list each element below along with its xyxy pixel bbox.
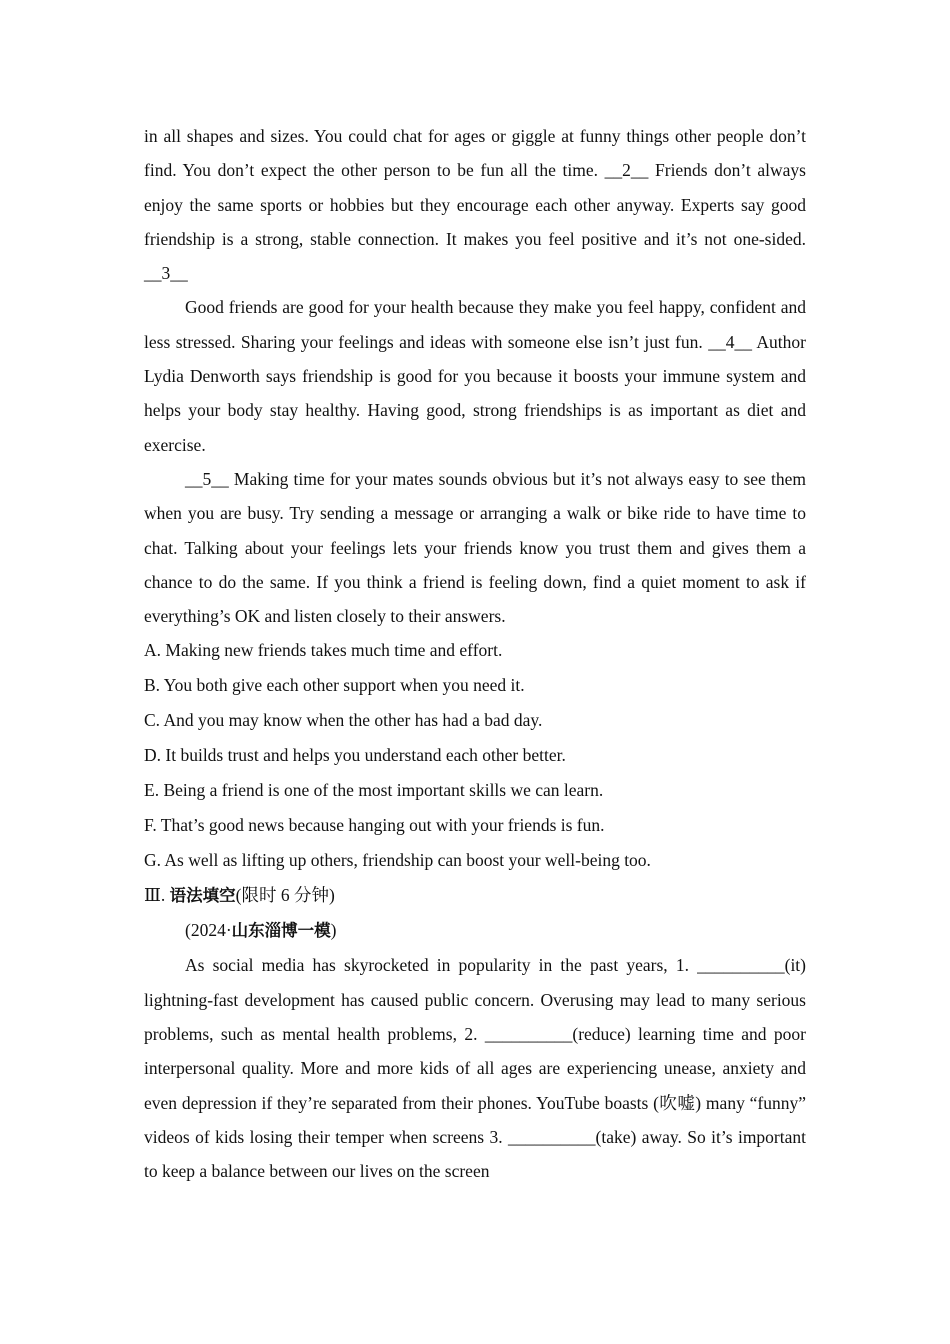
document-page [144, 119, 806, 1189]
source-name: 山东淄博一模 [231, 921, 331, 941]
reading-paragraph-3: __5__ Making time for your mates sounds obvious but it’s not always easy to see them when you are busy. Try sending a message or arranging a walk or bike ride to have time to chat. Talking about your feelings lets your friends know you trust them and gives them a chance to do the same. If you think a friend is feeling down, find a quiet moment to ask if everything’s OK and listen closely to their answers. [144, 468, 806, 627]
source-dot: · [225, 920, 232, 941]
option-f: F. That’s good news because hanging out with your friends is fun. [144, 815, 605, 836]
option-c: C. And you may know when the other has had a bad day. [144, 710, 543, 731]
section-time-limit: (限时 6 分钟) [235, 885, 335, 906]
option-g: G. As well as lifting up others, friendship can boost your well-being too. [144, 850, 651, 871]
option-e: E. Being a friend is one of the most important skills we can learn. [144, 780, 604, 801]
reading-paragraph-2: Good friends are good for your health because they make you feel happy, confident and less stressed. Sharing your feelings and ideas with someone else isn’t just fun. __4__ Author Lydia Denworth says friendship is good for you because it boosts your immune system and helps your body stay healthy. Having good, strong friendships is as important as diet and exercise. [144, 297, 806, 455]
reading-paragraph-1: in all shapes and sizes. You could chat for ages or giggle at funny things other people don’t find. You don’t expect the other person to be fun all the time. __2__ Friends don’t always enjoy the same sports or hobbies but they encourage each other anyway. Experts say good friendship is a strong, stable connection. It makes you feel positive and it’s not one-sided. __3__ [144, 126, 806, 284]
option-list [144, 633, 806, 878]
option-b: B. You both give each other support when you need it. [144, 675, 525, 696]
source-open: (2024 [185, 920, 226, 941]
option-a: A. Making new friends takes much time and effort. [144, 640, 503, 661]
source-label [144, 913, 806, 948]
option-d: D. It builds trust and helps you understand each other better. [144, 745, 566, 766]
source-close: ) [330, 920, 337, 941]
section-number: Ⅲ. [144, 885, 166, 906]
grammar-paragraph: As social media has skyrocketed in popularity in the past years, 1. __________(it) lightning-fast development has caused public concern. Overusing may lead to many serious problems, such as mental health problems, 2. __________(reduce) learning time and poor interpersonal quality. More and more kids of all ages are experiencing unease, anxiety and even depression if they’re separated from their phones. YouTube boasts (吹嘘) many “funny” videos of kids losing their temper when screens 3. __________(take) away. So it’s important to keep a balance between our lives on the screen [144, 955, 806, 1182]
section-title: 语法填空 [169, 886, 236, 906]
section-heading [144, 878, 806, 913]
